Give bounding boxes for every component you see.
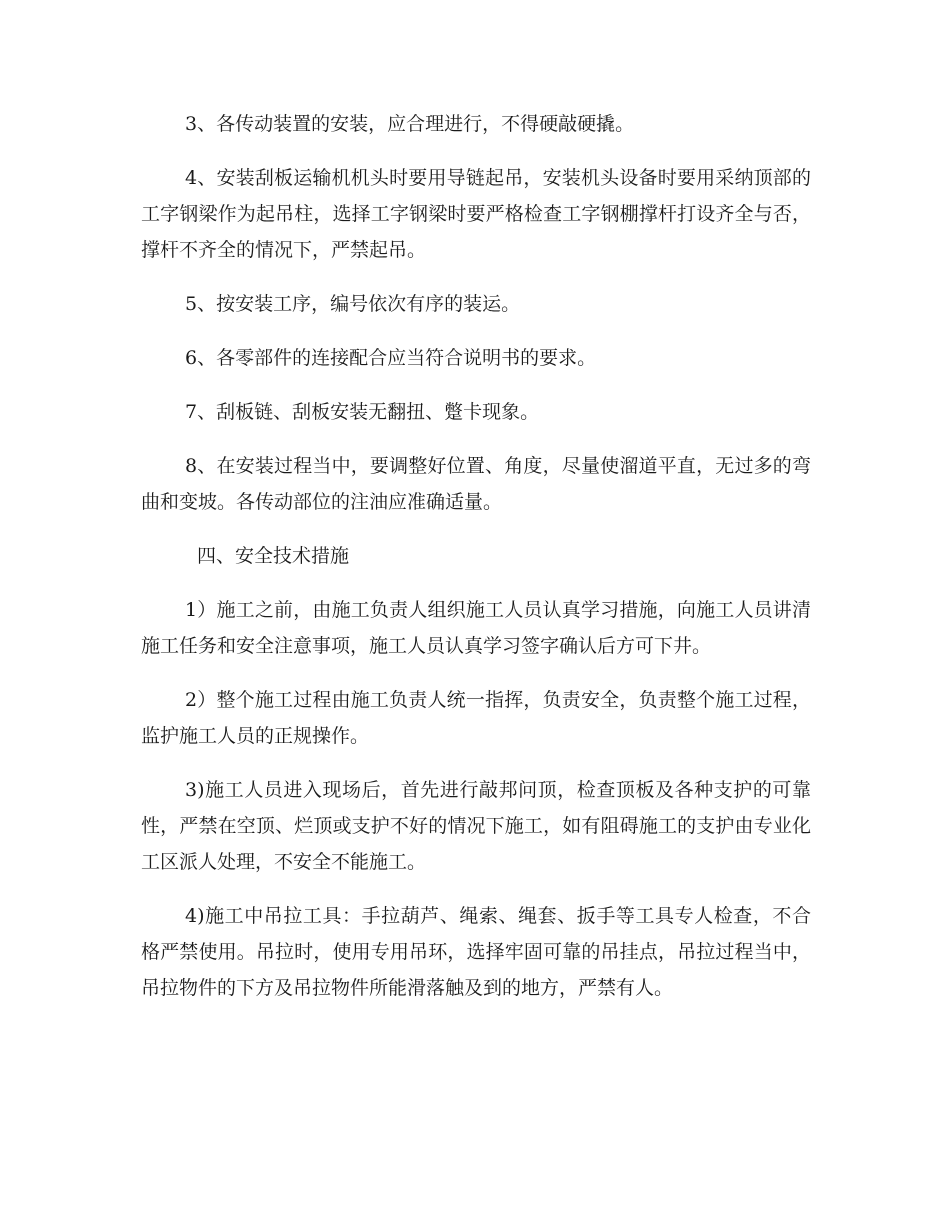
document-body <box>141 106 811 1024</box>
paragraph-item-3: 3、各传动装置的安装，应合理进行，不得硬敲硬撬。 <box>185 113 635 135</box>
paragraph-item-4: 4、安装刮板运输机机头时要用导链起吊，安装机头设备时要用采纳顶部的工字钢梁作为起吊柱，选择工字钢梁时要严格检查工字钢棚撑杆打设齐全与否，撑杆不齐全的情况下，严禁起吊。 <box>141 167 811 261</box>
section-heading: 四、安全技术措施 <box>197 545 350 567</box>
paragraph-item-5: 5、按安装工序，编号依次有序的装运。 <box>185 293 521 315</box>
paragraph-item-6: 6、各零部件的连接配合应当符合说明书的要求。 <box>185 347 597 369</box>
measure-item-4: 4)施工中吊拉工具：手拉葫芦、绳索、绳套、扳手等工具专人检查，不合格严禁使用。吊拉时，使用专用吊环，选择牢固可靠的吊挂点，吊拉过程当中，吊拉物件的下方及吊拉物件所能滑落触及到的地方，严禁有人。 <box>141 905 811 999</box>
measure-item-1: 1）施工之前，由施工负责人组织施工人员认真学习措施，向施工人员讲清施工任务和安全注意事项，施工人员认真学习签字确认后方可下井。 <box>141 599 811 657</box>
measure-item-3: 3)施工人员进入现场后，首先进行敲邦问顶，检查顶板及各种支护的可靠性，严禁在空顶、烂顶或支护不好的情况下施工，如有阻碍施工的支护由专业化工区派人处理，不安全不能施工。 <box>141 779 811 873</box>
paragraph-item-7: 7、刮板链、刮板安装无翻扭、蹩卡现象。 <box>185 401 540 423</box>
measure-item-2: 2）整个施工过程由施工负责人统一指挥，负责安全，负责整个施工过程，监护施工人员的正规操作。 <box>141 689 811 747</box>
paragraph-item-8: 8、在安装过程当中，要调整好位置、角度，尽量使溜道平直，无过多的弯曲和变坡。各传动部位的注油应准确适量。 <box>141 455 811 513</box>
